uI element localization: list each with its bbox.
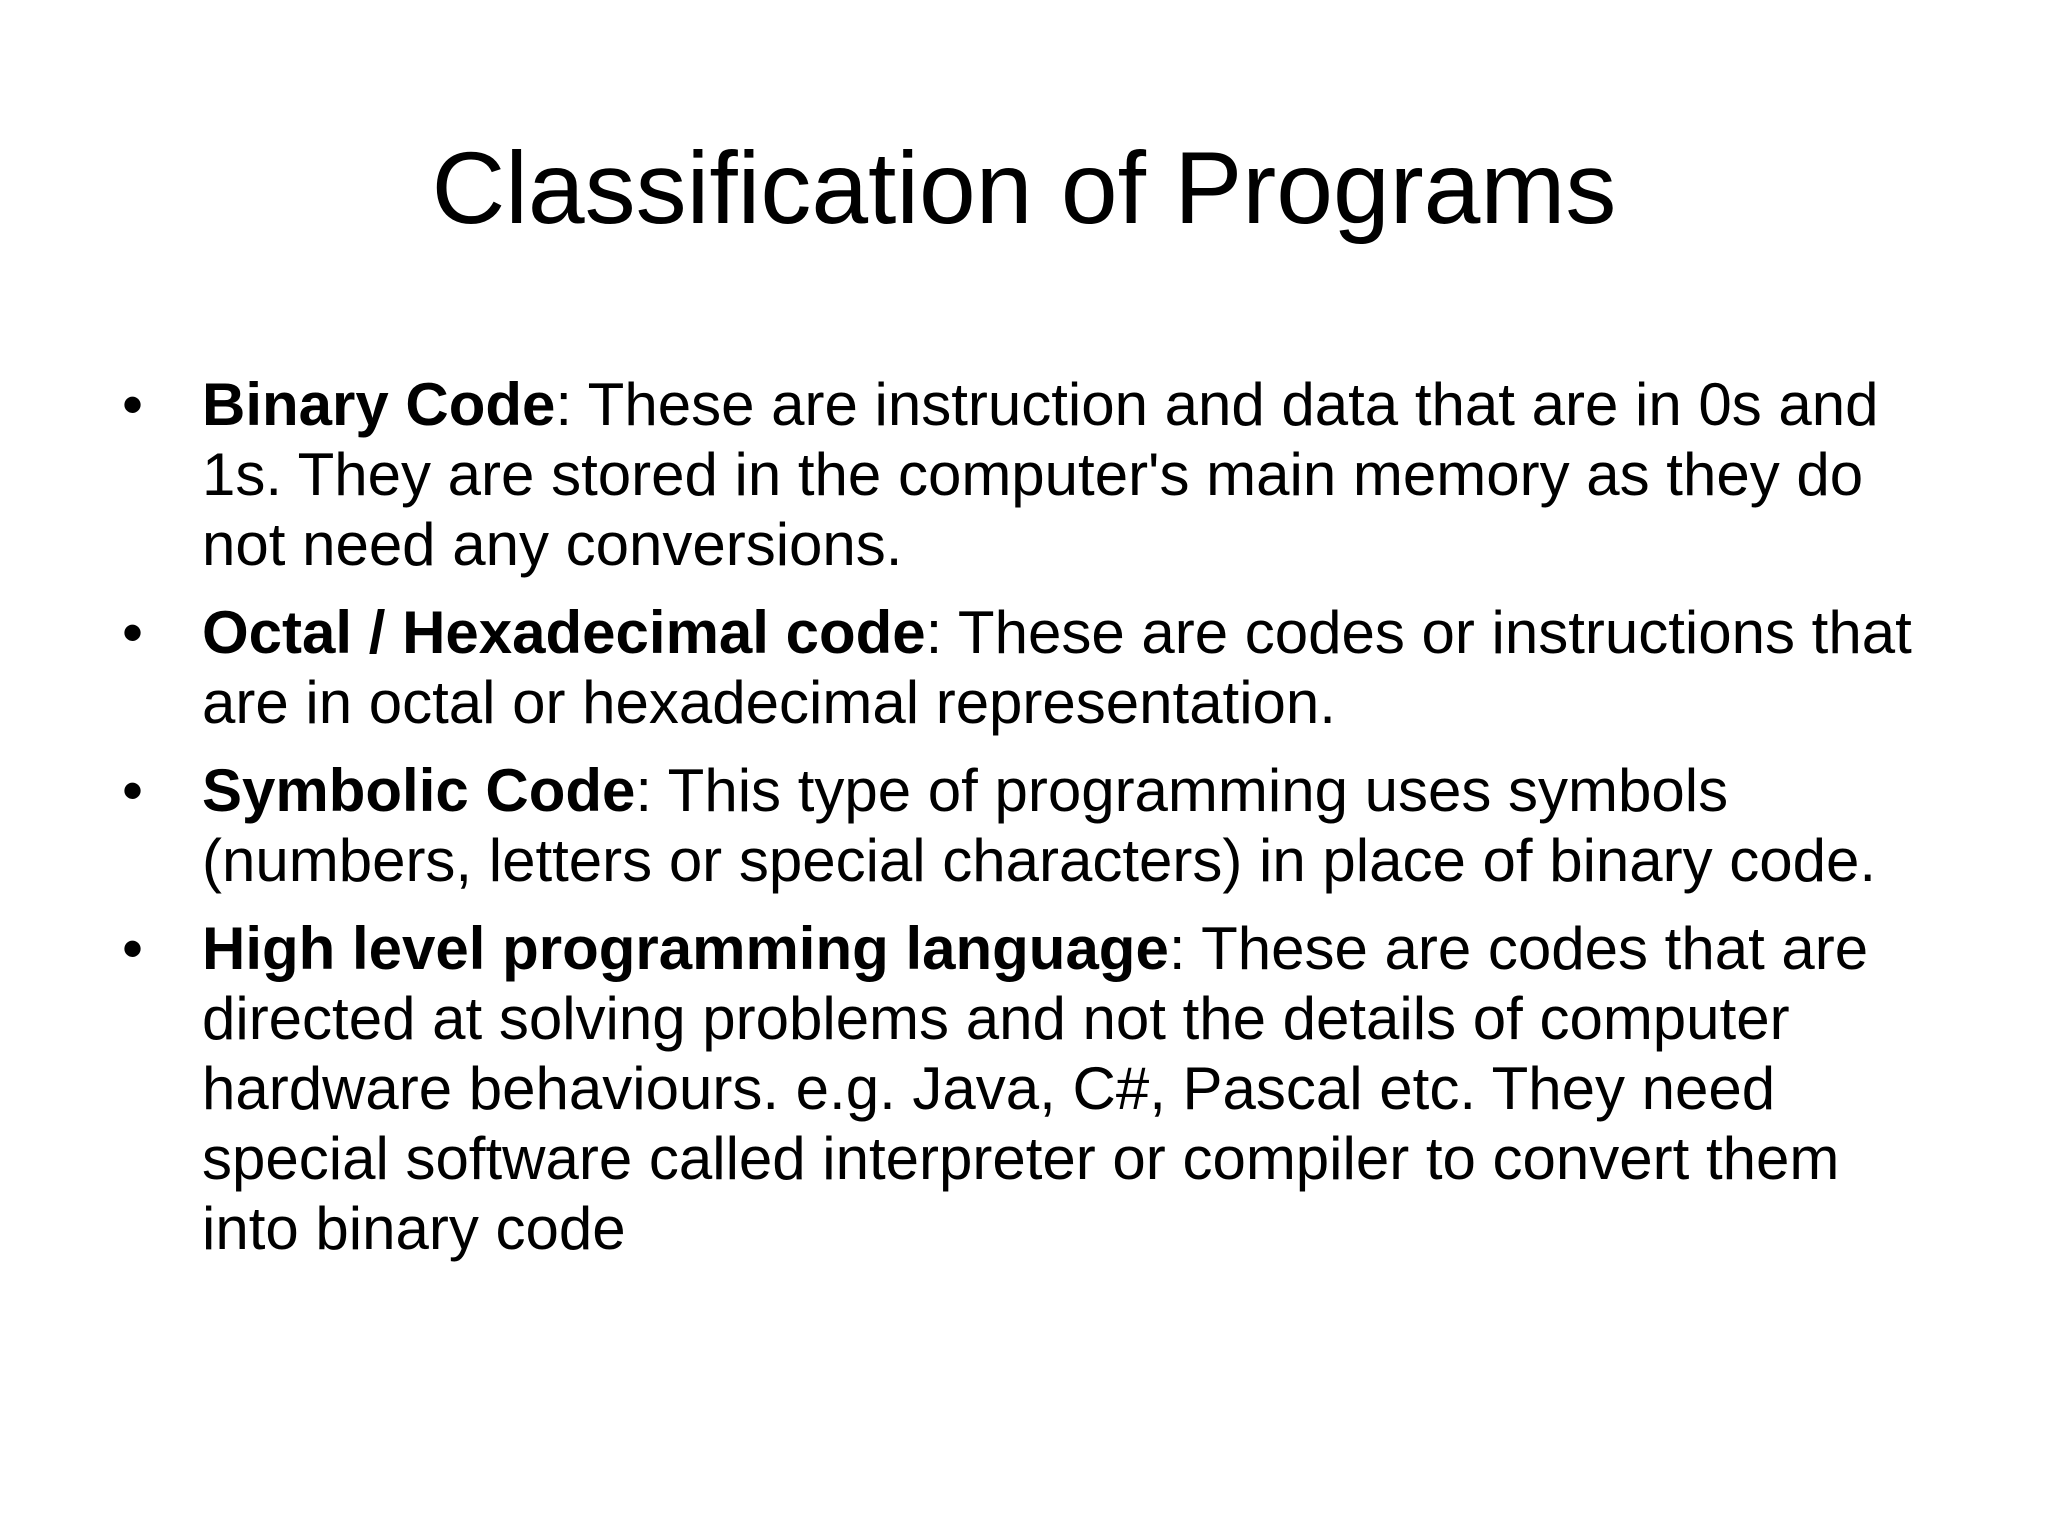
bullet-item-binary-code xyxy=(120,370,1950,580)
bullet-item-symbolic-code xyxy=(120,756,1950,896)
bullet-text: These are codes or instructions that are in octal or hexadecimal representation. xyxy=(202,599,1912,736)
bullet-list xyxy=(120,370,1950,1282)
bullet-text: These are codes that are directed at solving problems and not the details of computer hardware behaviours. e.g. Java, C#, Pascal etc. They need special software called interpreter or compiler to convert them into binary code xyxy=(202,915,1869,1262)
bullet-separator: : xyxy=(635,757,653,824)
bullet-dot-icon: • xyxy=(122,915,144,982)
bullet-text: This type of programming uses symbols (numbers, letters or special characters) in place of binary code. xyxy=(202,757,1877,894)
bullet-term: Binary Code xyxy=(202,371,556,438)
bullet-item-octal-hex-code xyxy=(120,598,1950,738)
bullet-term: Symbolic Code xyxy=(202,757,636,824)
bullet-separator: : xyxy=(925,599,943,666)
slide-title: Classification of Programs xyxy=(431,131,1617,245)
bullet-dot-icon: • xyxy=(122,371,144,438)
bullet-dot-icon: • xyxy=(122,757,144,824)
bullet-text: These are instruction and data that are in 0s and 1s. They are stored in the computer's main memory as they do not need any conversions. xyxy=(202,371,1879,578)
bullet-separator: : xyxy=(555,371,573,438)
bullet-item-high-level-language xyxy=(120,914,1950,1264)
bullet-dot-icon: • xyxy=(122,599,144,666)
bullet-separator: : xyxy=(1168,915,1186,982)
bullet-term: High level programming language xyxy=(202,915,1169,982)
bullet-term: Octal / Hexadecimal code xyxy=(202,599,926,666)
